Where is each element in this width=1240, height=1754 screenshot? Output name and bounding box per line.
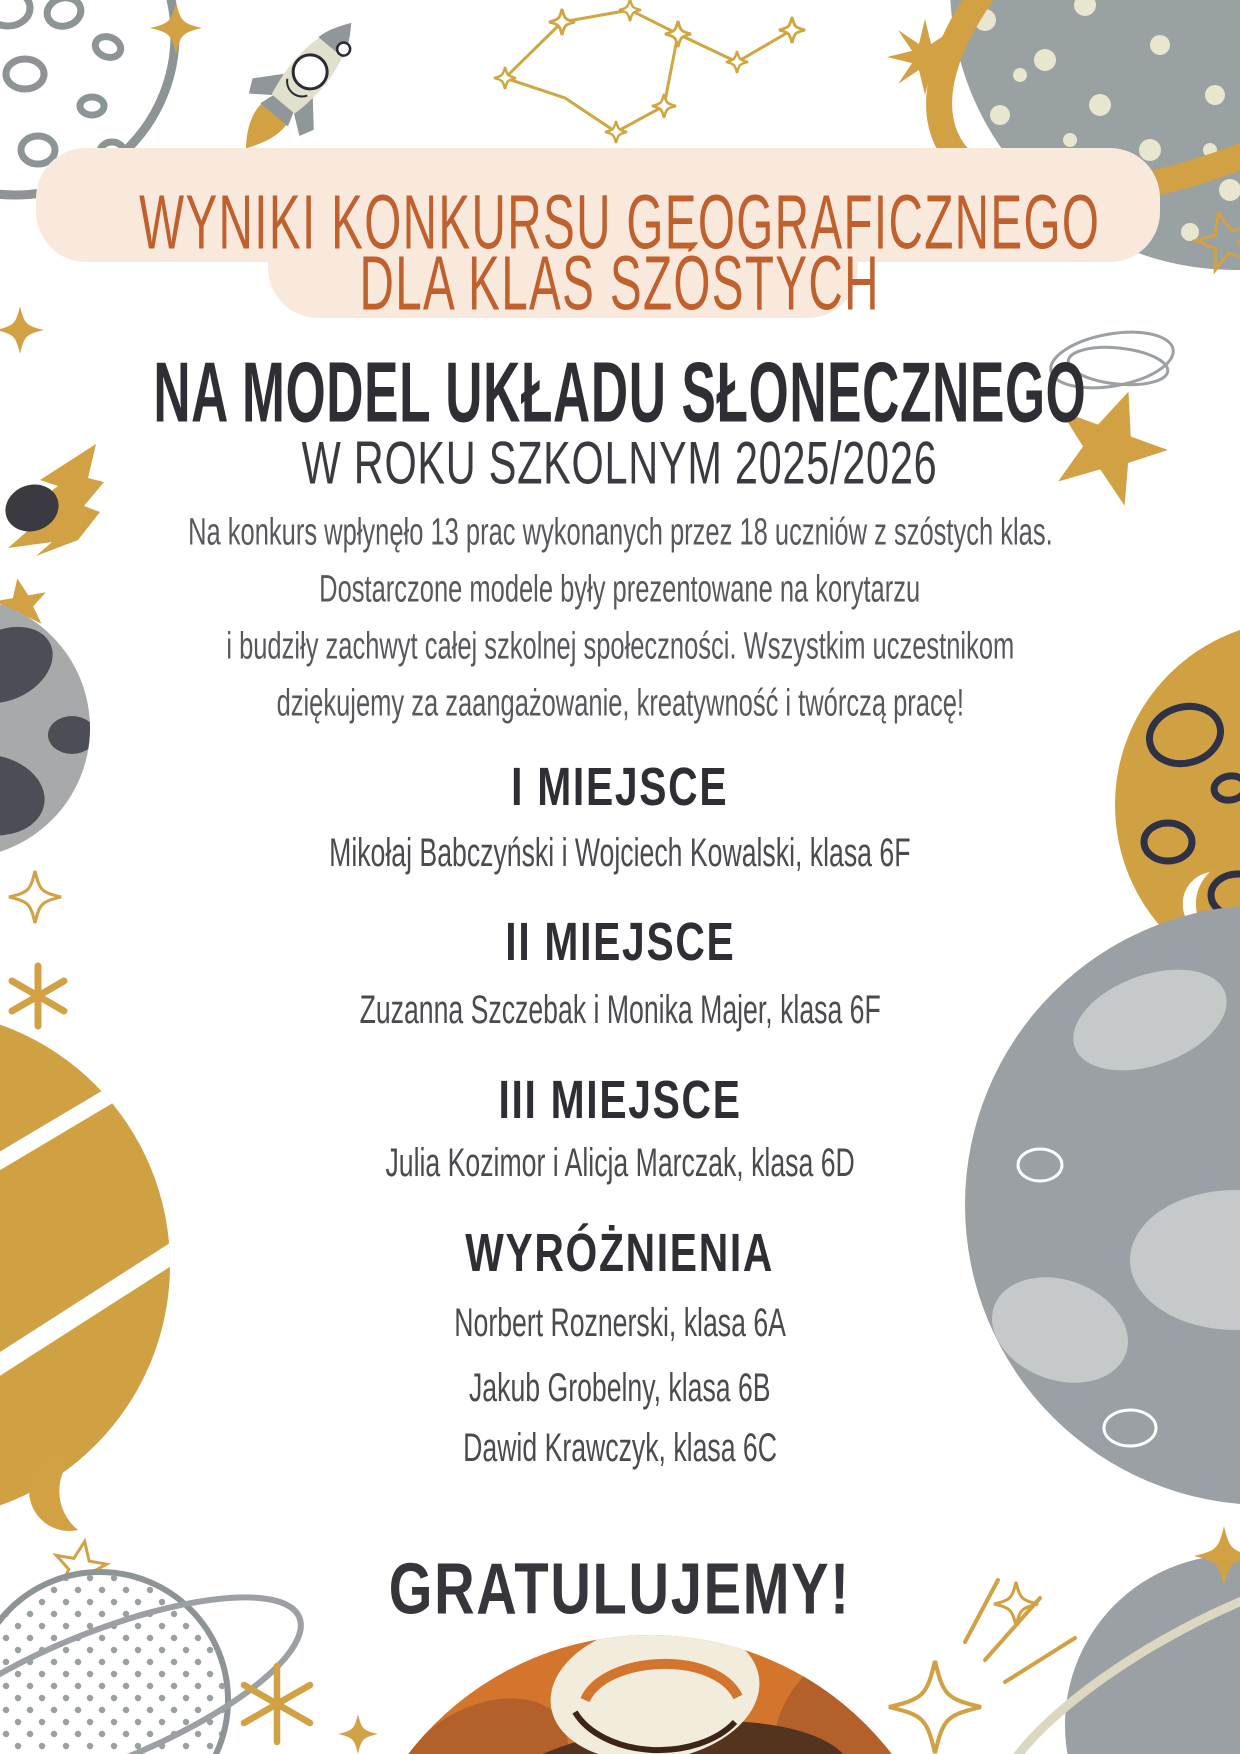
eight-point-star-icon bbox=[887, 19, 963, 95]
honorable-mentions-heading-text: WYRÓŻNIENIA bbox=[465, 1223, 775, 1283]
third-place-heading-text: III MIEJSCE bbox=[498, 1070, 742, 1130]
congratulations-text: GRATULUJEMY! bbox=[389, 1547, 851, 1629]
first-place-heading-text: I MIEJSCE bbox=[511, 757, 729, 817]
honorable-mention-text-2: Jakub Grobelny, klasa 6B bbox=[469, 1364, 771, 1410]
school-year-text: W ROKU SZKOLNYM 2025/2026 bbox=[302, 427, 938, 497]
competition-title-text-1: WYNIKI KONKURSU GEOGRAFICZNEGO bbox=[139, 179, 1101, 265]
first-place-winners-text: Mikołaj Babczyński i Wojciech Kowalski, klasa 6F bbox=[329, 829, 911, 875]
intro-line-4 bbox=[0, 658, 1240, 748]
second-place-winners-text: Zuzanna Szczebak i Monika Majer, klasa 6F bbox=[359, 986, 881, 1032]
competition-title-line-2 bbox=[0, 238, 1240, 328]
third-place-winners-text: Julia Kozimor i Alicja Marczak, klasa 6D bbox=[385, 1139, 855, 1185]
intro-text-2: Dostarczone modele były prezentowane na korytarzu bbox=[319, 567, 921, 610]
honorable-mention-text-3: Dawid Krawczyk, klasa 6C bbox=[463, 1424, 777, 1470]
second-place-heading-text: II MIEJSCE bbox=[504, 912, 736, 972]
second-place-winners bbox=[0, 965, 1240, 1055]
sparkle-star-icon bbox=[338, 1714, 378, 1754]
competition-title-text-2: DLA KLAS SZÓSTYCH bbox=[359, 240, 881, 326]
constellation-icon bbox=[494, 0, 805, 143]
intro-text-4: dziękujemy za zaangażowanie, kreatywność i twórczą pracę! bbox=[276, 681, 964, 724]
asterisk-sparkle-icon bbox=[244, 1666, 310, 1742]
honorable-mention-text-1: Norbert Roznerski, klasa 6A bbox=[454, 1299, 786, 1345]
intro-text-3: i budziły zachwyt całej szkolnej społeczności. Wszystkim uczestnikom bbox=[226, 624, 1014, 667]
competition-subtitle-text: NA MODEL UKŁADU SŁONECZNEGO bbox=[153, 343, 1087, 440]
third-place-winners bbox=[0, 1118, 1240, 1208]
honorable-mention-3 bbox=[0, 1403, 1240, 1493]
first-place-winners bbox=[0, 808, 1240, 898]
intro-text-1: Na konkurs wpłynęło 13 prac wykonanych przez 18 uczniów z szóstych klas. bbox=[187, 510, 1053, 553]
congratulations-line bbox=[0, 1543, 1240, 1633]
